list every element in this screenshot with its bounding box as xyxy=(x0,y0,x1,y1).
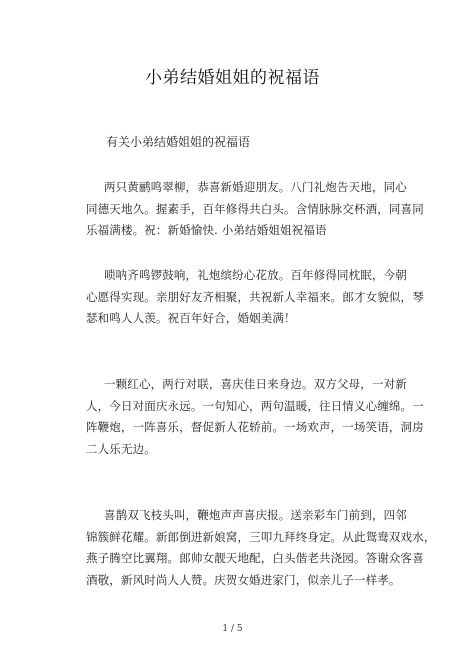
paragraph-3 xyxy=(86,374,424,460)
paragraph-line: 燕子腾空比翼翔。郎帅女靓天地配，白头偕老共浇园。答谢众客喜 xyxy=(86,551,424,565)
document-title: 小弟结婚姐姐的祝福语 xyxy=(145,68,320,88)
paragraph-line: 同德天地久。握素手，百年修得共白头。含情脉脉交杯酒，同喜同 xyxy=(86,201,424,216)
paragraph-line: 酒敬，新风时尚人人赞。庆贺女婚进家门，似亲儿子一样孝。 xyxy=(86,572,401,587)
page-number: 1 / 5 xyxy=(222,624,243,634)
paragraph-line: 阵鞭炮，一阵喜乐，督促新人花轿前。一场欢声，一场笑语，洞房 xyxy=(86,420,424,434)
paragraph-line: 人，今日对面庆永远。一句知心，两句温暖，往日情义心缠绵。一 xyxy=(86,398,424,413)
paragraph-line: 瑟和鸣人人羡。祝百年好合，婚姻美满！ xyxy=(86,311,296,325)
paragraph-line: 唢呐齐鸣锣鼓响，礼炮缤纷心花放。百年修得同枕眠，今朝 xyxy=(104,268,407,282)
paragraph-line: 心愿得实现。亲朋好友齐相聚，共祝新人幸福来。郎才女貌似，琴 xyxy=(86,289,424,304)
paragraph-line: 两只黄鹂鸣翠柳，恭喜新婚迎朋友。八门礼炮告天地，同心 xyxy=(104,180,407,194)
paragraph-line: 乐福满楼。祝：新婚愉快. 小弟结婚姐姐祝福语 xyxy=(86,223,327,237)
paragraph-line: 二人乐无边。 xyxy=(86,441,156,456)
paragraph-4 xyxy=(86,505,436,591)
paragraph-line: 喜鹊双飞枝头叫，鞭炮声声喜庆报。送亲彩车门前到，四邻 xyxy=(104,508,407,522)
paragraph-1 xyxy=(86,177,424,242)
document-subtitle: 有关小弟结婚姐姐的祝福语 xyxy=(106,135,251,149)
paragraph-2 xyxy=(86,265,424,330)
paragraph-line: 锦簇鲜花耀。新郎倒进新娘窝，三叩九拜终身定。从此鸳鸯双戏水， xyxy=(86,529,436,544)
paragraph-line: 一颗红心，两行对联，喜庆佳日来身边。双方父母，一对新 xyxy=(104,377,407,391)
